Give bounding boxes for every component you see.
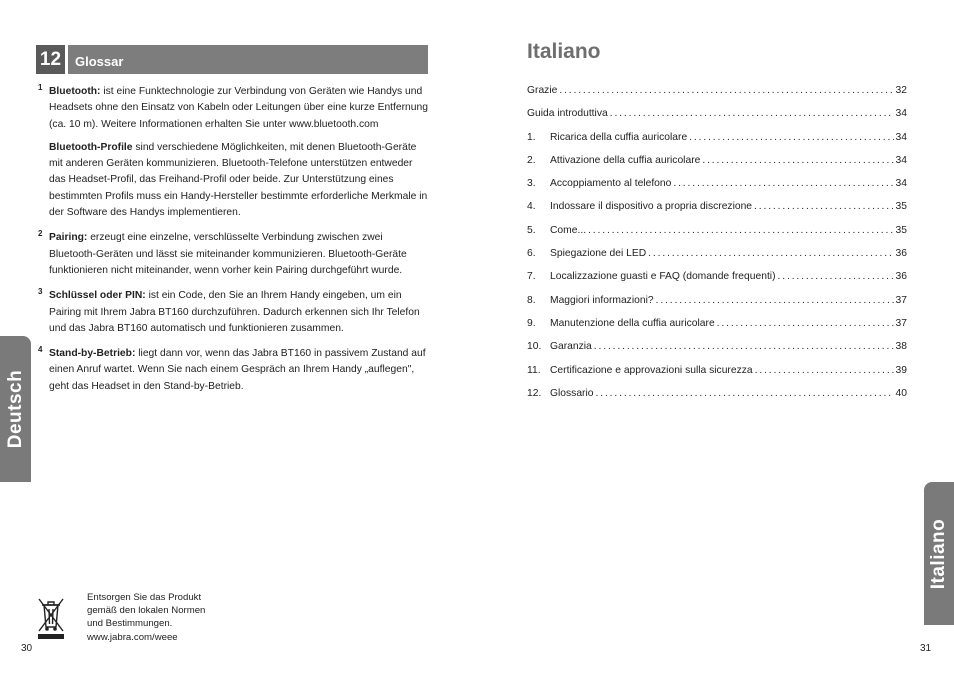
toc-item[interactable]: 1. Ricarica della cuffia auricolare . . . 34 [527, 132, 907, 155]
weee-link[interactable]: www.jabra.com/weee [87, 631, 178, 643]
footnote-number: 3 [38, 287, 43, 297]
toc-item[interactable]: 5. Come... . . . 35 [527, 225, 907, 248]
toc-item[interactable]: 2. Attivazione della cuffia auricolare . . . 34 [527, 155, 907, 178]
glossary-entry [38, 140, 428, 221]
glossary-definition: ist ein Code, den Sie an Ihrem Handy eingeben, um ein Pairing mit Ihrem Jabra BT160 durchzuführen. Dadurch erkennen sich Ihr Telefon und das Jabra BT160 automatisch und funktionieren zusammen. [49, 290, 420, 334]
footnote-number: 4 [38, 345, 43, 355]
table-of-contents [527, 85, 907, 411]
toc-item[interactable]: Grazie . . . 32 [527, 85, 907, 108]
toc-item[interactable]: 10. Garanzia . . . 38 [527, 341, 907, 364]
page-title: Italiano [527, 40, 601, 63]
toc-item[interactable]: 12. Glossario . . . 40 [527, 388, 907, 411]
page-number-left: 30 [21, 643, 33, 654]
glossary-entry [38, 288, 428, 337]
glossary-term: Schlüssel oder PIN: [49, 290, 146, 302]
glossary-definition: liegt dann vor, wenn das Jabra BT160 in passivem Zustand auf einen Anruf wartet. Wenn Sie nach einem Gespräch an Ihrem Handy „auflegen", geht das Headset in den Stand-by-Betrieb. [49, 348, 426, 392]
glossary-definition: ist eine Funktechnologie zur Verbindung von Geräten wie Handys und Headsets ohne den Einsatz von Kabeln oder Leitungen über eine kurze Entfernung (ca. 10 m). Weitere Informationen erhalten Sie unter www.bluetooth.com [49, 86, 428, 130]
toc-item[interactable]: 8. Maggiori informazioni? . . . 37 [527, 295, 907, 318]
section-number: 12 [36, 45, 65, 74]
toc-item[interactable]: 11. Certificazione e approvazioni sulla sicurezza . . . 39 [527, 365, 907, 388]
glossary-definition: erzeugt eine einzelne, verschlüsselte Verbindung zwischen zwei Bluetooth-Geräten und lässt sie miteinander kommunizieren. Bluetooth-Geräte funktionieren nicht miteinander, wenn vorher kein Pairing durchgeführt wurde. [49, 232, 407, 276]
glossary-term: Bluetooth-Profile [49, 141, 133, 153]
toc-item[interactable]: 7. Localizzazione guasti e FAQ (domande frequenti) . . . 36 [527, 271, 907, 294]
glossary-term: Pairing: [49, 232, 88, 244]
toc-item[interactable]: 9. Manutenzione della cuffia auricolare . . . 37 [527, 318, 907, 341]
toc-item[interactable]: 3. Accoppiamento al telefono . . . 34 [527, 178, 907, 201]
page-number-right: 31 [920, 643, 932, 654]
footnote-number: 1 [38, 83, 43, 92]
footnote-number: 2 [38, 229, 43, 239]
glossary-list [38, 84, 428, 404]
glossary-entry [38, 84, 428, 133]
crossed-out-bin-icon [36, 595, 66, 640]
section-title: Glossar [68, 45, 428, 74]
language-tab-italiano[interactable] [924, 482, 954, 625]
language-tab-label: Deutsch [4, 369, 26, 449]
toc-item[interactable]: 6. Spiegazione dei LED . . . 36 [527, 248, 907, 271]
glossary-entry [38, 230, 428, 279]
glossary-definition: sind verschiedene Möglichkeiten, mit denen Bluetooth-Geräte mit anderen Geräten kommunizieren. Bluetooth-Telefone unterstützen entweder das Headset-Profil, das Freihand-Profil oder beide. Zur Unterstützung eines bestimmten Profils muss ein Handy-Hersteller bestimmte erforderliche Merkmale in der Software des Handys implementieren. [49, 141, 428, 219]
glossary-term: Bluetooth: [49, 86, 101, 97]
section-header [36, 45, 428, 74]
disposal-note: Entsorgen Sie das Produkt gemäß den lokalen Normen und Bestimmungen. www.jabra.com/weee [87, 592, 206, 643]
glossary-term: Stand-by-Betrieb: [49, 348, 136, 360]
glossary-entry [38, 346, 428, 395]
toc-item[interactable]: Guida introduttiva . . . 34 [527, 108, 907, 131]
toc-item[interactable]: 4. Indossare il dispositivo a propria discrezione . . . 35 [527, 201, 907, 224]
language-tab-label: Italiano [928, 518, 949, 589]
language-tab-deutsch[interactable] [0, 336, 31, 482]
